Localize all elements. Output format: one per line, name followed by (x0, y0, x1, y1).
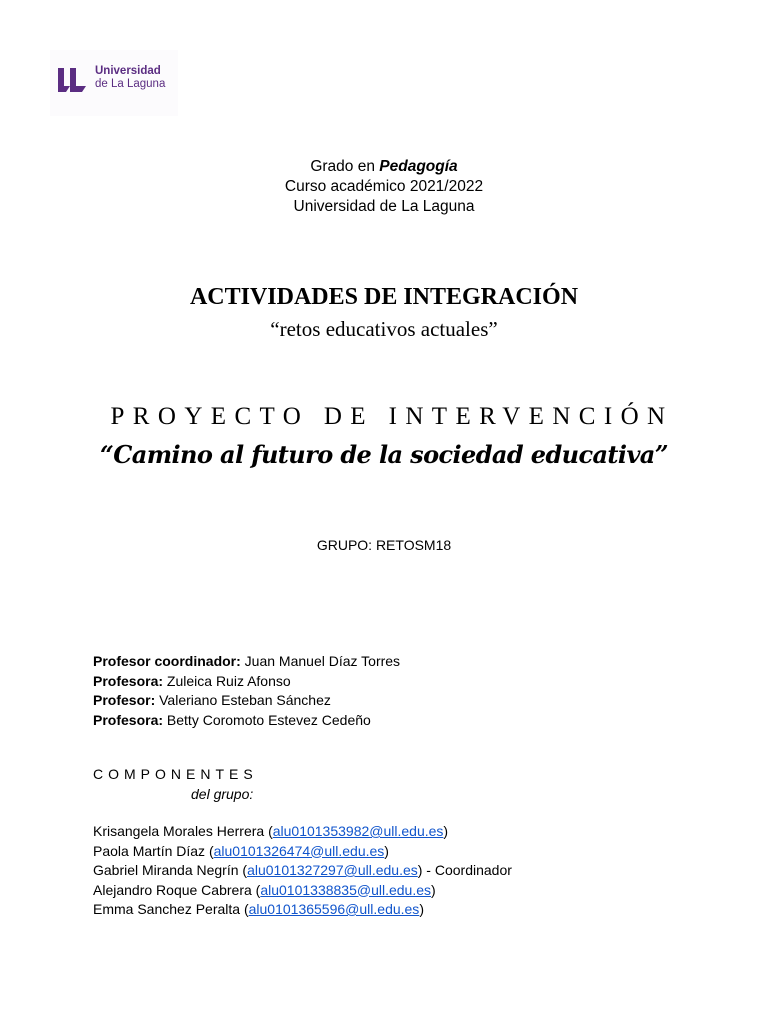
member-email-link[interactable]: alu0101327297@ull.edu.es (247, 862, 418, 878)
member-suffix: ) (431, 881, 436, 898)
professor-row (93, 672, 400, 692)
member-name: Emma Sanchez Peralta ( (93, 901, 249, 917)
member-name: Krisangela Morales Herrera ( (93, 823, 273, 839)
member-suffix: ) (419, 901, 424, 917)
project-label: PROYECTO DE INTERVENCIÓN (110, 403, 674, 430)
member-suffix: ) - Coordinador (417, 862, 512, 878)
member-email-link[interactable]: alu0101338835@ull.edu.es (260, 881, 432, 898)
member-email-link[interactable]: alu0101365596@ull.edu.es (248, 901, 420, 917)
professor-role: Profesor coordinador: (93, 653, 241, 669)
member-name: Paola Martín Díaz ( (93, 842, 214, 859)
degree-line (0, 157, 768, 177)
professor-row (93, 711, 400, 731)
member-suffix: ) (443, 823, 449, 839)
header-block (0, 157, 768, 217)
member-row (93, 900, 512, 920)
group-label: GRUPO: RETOSM18 (316, 537, 452, 553)
logo-line-2: de La Laguna (95, 78, 166, 90)
project-name: “Camino al futuro de la sociedad educativa” (100, 440, 668, 469)
professor-row (93, 691, 400, 711)
document-title: ACTIVIDADES DE INTEGRACIÓN (189, 284, 579, 310)
logo-text (95, 65, 165, 91)
document-subtitle: “retos educativos actuales” (270, 317, 498, 341)
member-row (93, 822, 512, 842)
member-name: Gabriel Miranda Negrín ( (93, 862, 248, 878)
member-row (93, 842, 512, 862)
member-email-link[interactable]: alu0101353982@ull.edu.es (272, 823, 444, 839)
member-name: Alejandro Roque Cabrera ( (93, 881, 261, 898)
degree-name: Pedagogía (379, 158, 458, 175)
professor-name: Valeriano Esteban Sánchez (155, 692, 331, 708)
member-row (93, 881, 512, 901)
member-suffix: ) (384, 842, 389, 859)
degree-prefix: Grado en (310, 158, 380, 175)
logo-line-1: Universidad (95, 65, 161, 77)
professor-role: Profesora: (93, 672, 164, 689)
professor-row (93, 652, 400, 672)
professor-role: Profesora: (93, 711, 164, 728)
university-line: Universidad de La Laguna (293, 198, 475, 215)
professor-name: Betty Coromoto Estevez Cedeño (163, 711, 371, 728)
professor-name: Zuleica Ruiz Afonso (163, 672, 291, 689)
components-title: COMPONENTES (93, 766, 258, 782)
professor-role: Profesor: (93, 692, 156, 708)
member-email-link[interactable]: alu0101326474@ull.edu.es (213, 842, 385, 859)
member-row (93, 861, 512, 881)
members-list (93, 822, 512, 920)
professors-list (93, 652, 400, 730)
university-logo (50, 50, 178, 116)
course-line: Curso académico 2021/2022 (284, 178, 484, 195)
components-subtitle: del grupo: (191, 786, 254, 802)
ull-logo-icon (56, 66, 92, 94)
professor-name: Juan Manuel Díaz Torres (240, 653, 401, 669)
